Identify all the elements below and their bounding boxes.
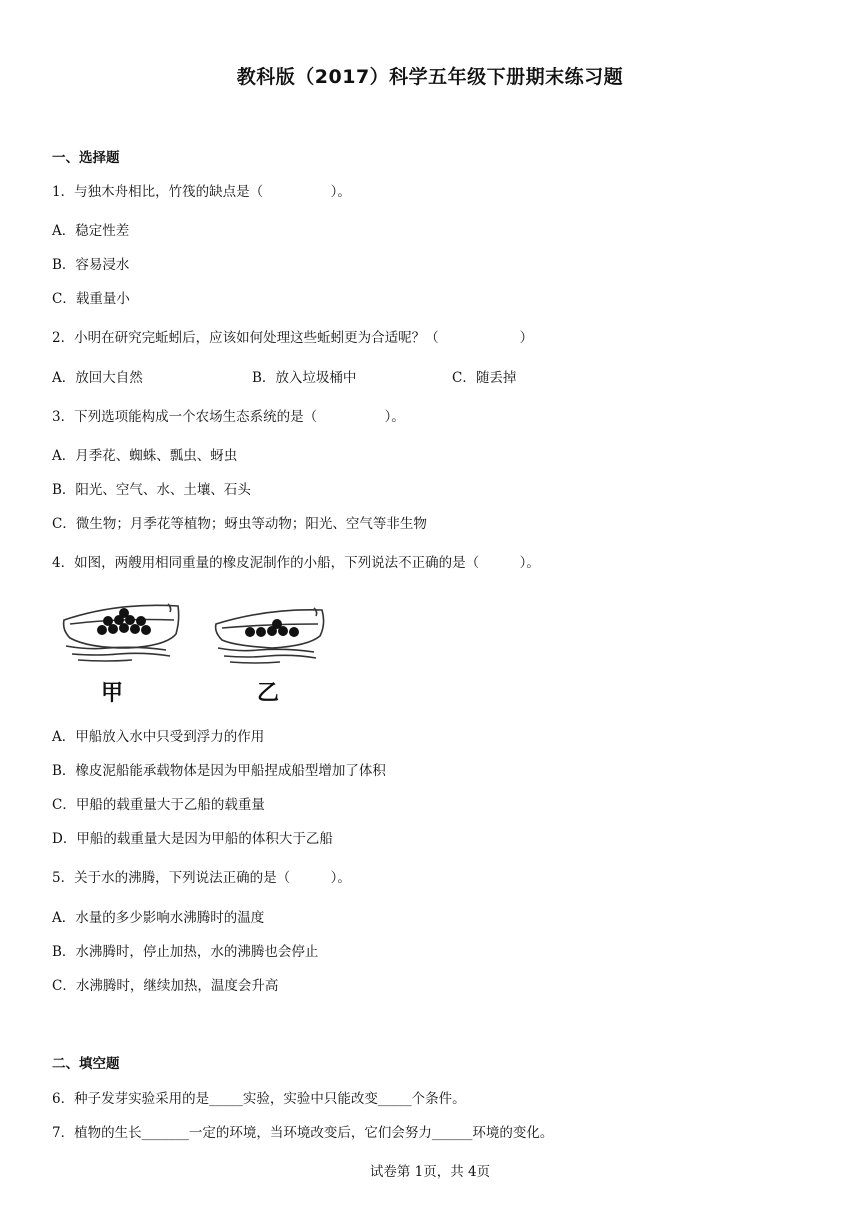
question-5-stem: 5．关于水的沸腾，下列说法正确的是（ ）。 <box>52 870 351 886</box>
question-5-option-b: B．水沸腾时，停止加热，水的沸腾也会停止 <box>52 944 319 960</box>
section-heading-fill: 二、填空题 <box>52 1056 120 1072</box>
question-5-option-a: A．水量的多少影响水沸腾时的温度 <box>52 910 265 926</box>
question-3-stem: 3．下列选项能构成一个农场生态系统的是（ ）。 <box>52 409 405 425</box>
question-6-stem: 6．种子发芽实验采用的是_____实验，实验中只能改变_____个条件。 <box>52 1091 466 1107</box>
question-3-option-a: A．月季花、蜘蛛、瓢虫、蚜虫 <box>52 448 238 464</box>
question-2-option-c: C．随丢掉 <box>452 370 517 386</box>
question-2-stem: 2．小明在研究完蚯蚓后，应该如何处理这些蚯蚓更为合适呢？（ ） <box>52 330 534 346</box>
page-title: 教科版（2017）科学五年级下册期末练习题 <box>236 66 624 88</box>
balls-jia <box>97 608 151 635</box>
boat-figure <box>58 598 348 710</box>
question-1-option-c: C．载重量小 <box>52 291 130 307</box>
question-7-stem: 7．植物的生长_______一定的环境，当环境改变后，它们会努力______环境的变化。 <box>52 1125 554 1141</box>
question-1-option-b: B．容易浸水 <box>52 257 130 273</box>
question-4-option-c: C．甲船的载重量大于乙船的载重量 <box>52 797 265 813</box>
section-heading-choice: 一、选择题 <box>52 150 120 166</box>
question-4-option-b: B．橡皮泥船能承载物体是因为甲船捏成船型增加了体积 <box>52 763 386 779</box>
question-2-option-a: A．放回大自然 <box>52 370 143 386</box>
question-2-option-b: B．放入垃圾桶中 <box>252 370 357 386</box>
figure-label-yi: 乙 <box>256 681 280 706</box>
question-1-option-a: A．稳定性差 <box>52 223 130 239</box>
question-4-option-d: D．甲船的载重量大是因为甲船的体积大于乙船 <box>52 831 333 847</box>
question-3-option-c: C．微生物；月季花等植物；蚜虫等动物；阳光、空气等非生物 <box>52 516 427 532</box>
boat-yi <box>216 608 324 663</box>
page-footer: 试卷第 1页，共 4页 <box>369 1164 491 1180</box>
balls-yi <box>245 619 299 637</box>
question-1-stem: 1．与独木舟相比，竹筏的缺点是（ ）。 <box>52 184 351 200</box>
figure-label-jia: 甲 <box>100 681 124 706</box>
question-3-option-b: B．阳光、空气、水、土壤、石头 <box>52 482 251 498</box>
question-4-option-a: A．甲船放入水中只受到浮力的作用 <box>52 729 265 745</box>
question-4-stem: 4．如图，两艘用相同重量的橡皮泥制作的小船，下列说法不正确的是（ ）。 <box>52 555 540 571</box>
question-5-option-c: C．水沸腾时，继续加热，温度会升高 <box>52 978 279 994</box>
